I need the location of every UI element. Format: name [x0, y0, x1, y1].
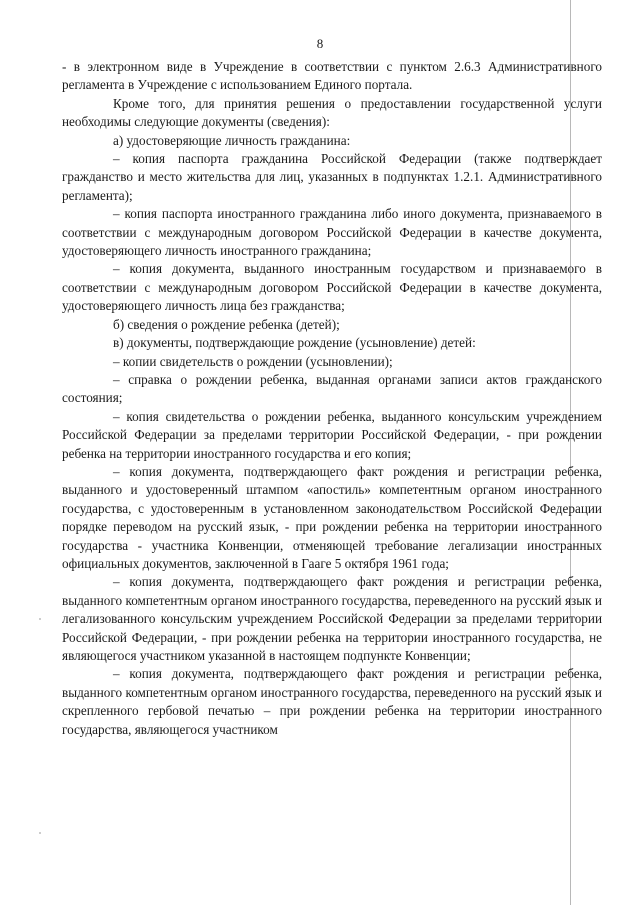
- paragraph: а) удостоверяющие личность гражданина:: [113, 132, 351, 148]
- paragraph: б) сведения о рождение ребенка (детей);: [113, 316, 340, 332]
- paragraph: – копия документа, подтверждающего факт рождения и регистрации ребенка, выданного и удостоверенный штампом «апостиль» компетентным органом иностранного государства, с удостоверенным в установленном законодательством Российской Федерации порядке переводом на русский язык, - при рождении ребенка на территории иностранного государства - участника Конвенции, отменяющей требование легализации иностранных официальных документов, заключенной в Гааге 5 октября 1961 года;: [62, 463, 602, 571]
- paragraph: – копия свидетельства о рождении ребенка, выданного консульским учреждением Российской Федерации за пределами территории Российской Федерации, - при рождении ребенка на территории иностранного государства и его копия;: [62, 408, 602, 461]
- scan-artifact-dot: [39, 832, 41, 834]
- page-number: 8: [316, 36, 324, 51]
- paragraph: – копия документа, подтверждающего факт рождения и регистрации ребенка, выданного компетентным органом иностранного государства, переведенного на русский язык и легализованного консульским учреждением Российской Федерации за пределами территории Российской Федерации, - при рождении ребенка на территории иностранного государства, не являющегося участником указанной в настоящем подпункте Конвенции;: [62, 574, 602, 663]
- paragraph: – копия документа, выданного иностранным государством и признаваемого в соответствии с международным договором Российской Федерации в качестве документа, удостоверяющего личность лица без гражданства;: [62, 261, 602, 314]
- paragraph: – справка о рождении ребенка, выданная органами записи актов гражданского состояния;: [62, 371, 602, 406]
- document-body: [62, 58, 602, 739]
- paragraph: – копия документа, подтверждающего факт рождения и регистрации ребенка, выданного компетентным органом иностранного государства, переведенного на русский язык и скрепленного гербовой печатью – при рождении ребенка на территории иностранного государства, являющегося участником: [62, 666, 602, 737]
- paragraph: - в электронном виде в Учреждение в соответствии с пунктом 2.6.3 Административного регламента в Учреждение с использованием Единого портала.: [62, 59, 602, 93]
- paragraph: в) документы, подтверждающие рождение (усыновление) детей:: [113, 335, 476, 351]
- paragraph: – копии свидетельств о рождении (усыновлении);: [113, 353, 393, 369]
- paragraph: – копия паспорта иностранного гражданина либо иного документа, признаваемого в соответствии с международным договором Российской Федерации в качестве документа, удостоверяющего личность иностранного гражданина;: [62, 206, 602, 259]
- scan-artifact-dot: [39, 618, 41, 620]
- paragraph: – копия паспорта гражданина Российской Федерации (также подтверждает гражданство и место жительства для лиц, указанных в подпунктах 1.2.1. Административного регламента);: [62, 151, 602, 203]
- paragraph: Кроме того, для принятия решения о предоставлении государственной услуги необходимы следующие документы (сведения):: [62, 95, 602, 130]
